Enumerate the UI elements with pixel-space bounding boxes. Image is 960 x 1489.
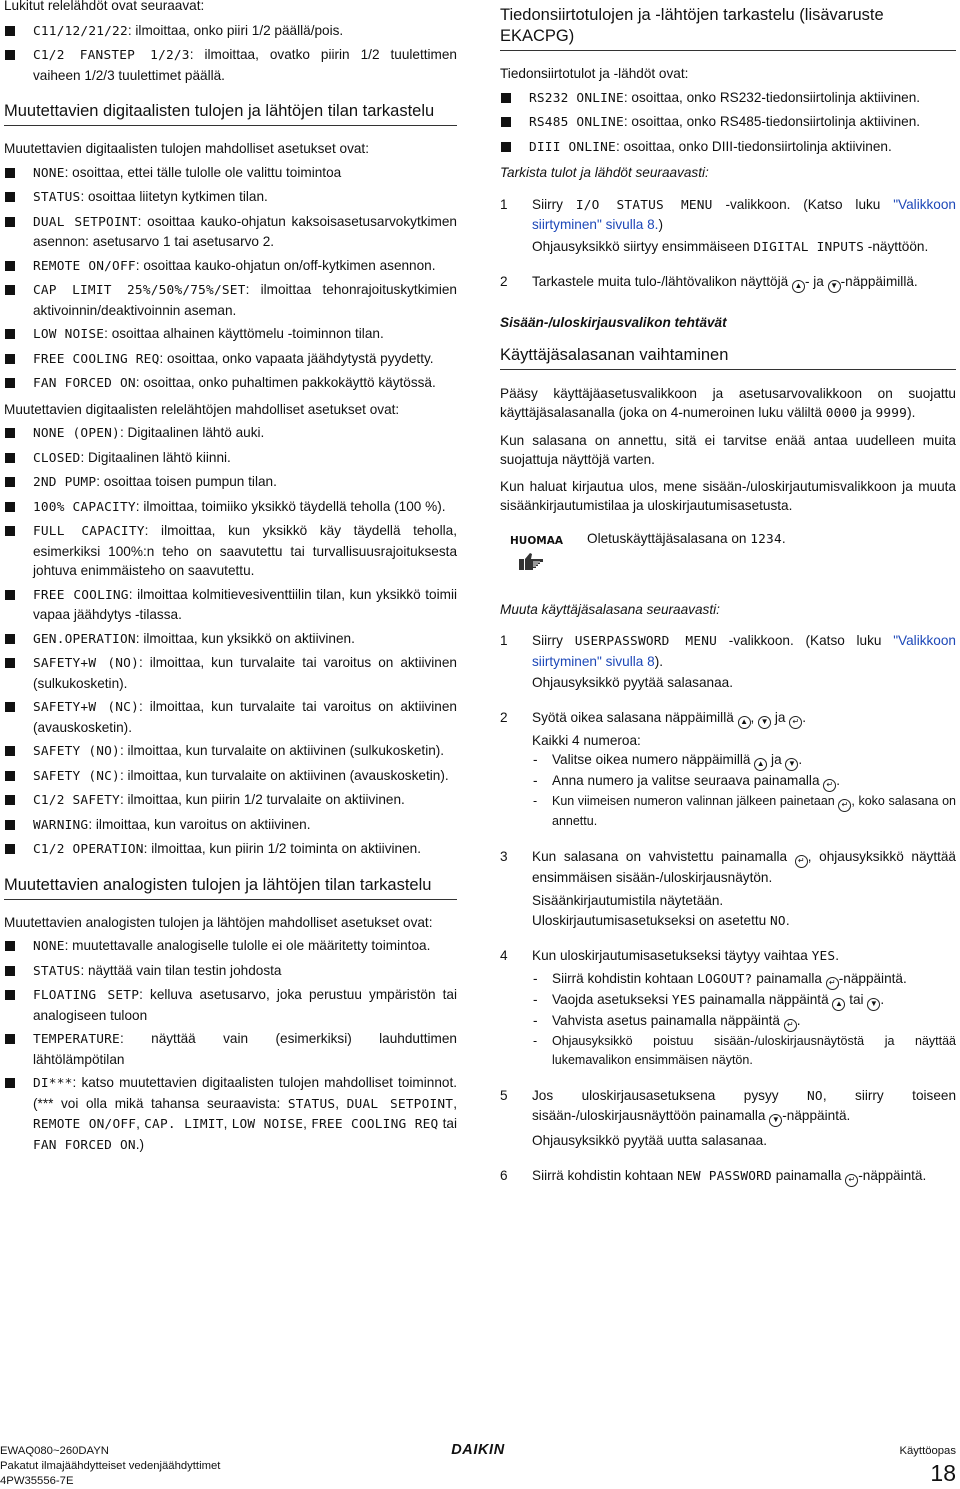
list-item xyxy=(500,112,956,133)
check-step-1-result: Ohjausyksikkö siirtyy ensimmäiseen DIGITAL INPUTS -näyttöön. xyxy=(532,238,929,255)
setting-code: GEN.OPERATION xyxy=(33,631,136,647)
down-key-icon: ▼ xyxy=(867,998,880,1011)
comm-io-list xyxy=(500,88,956,158)
list-item-di: DI***: katso muutettavien digitaalisten tulojen mahdolliset toiminnot. (*** voi olla mikä tahansa seuraavista: STATUS, DUAL SETPOINT, REMOTE ON/OFF, CAP. LIMIT, LOW NOISE, FREE COOLING REQ tai FAN FORCED ON.) xyxy=(4,1073,457,1155)
list-item xyxy=(4,21,457,42)
setting-code: SAFETY (NO) xyxy=(33,744,120,759)
analog-io-heading: Muutettavien analogisten tulojen ja lähtöjen tilan tarkastelu xyxy=(4,874,457,900)
setting-code: NONE (OPEN) xyxy=(33,426,120,441)
setting-code: CLOSED xyxy=(33,450,81,466)
list-item xyxy=(4,423,457,444)
relay-output-list xyxy=(4,21,457,86)
password-step-2: 2 Syötä oikea salasana näppäimillä ▲ , ▼ ja ↵ . xyxy=(500,708,956,729)
setting-code: SAFETY+W (NO) xyxy=(33,656,139,671)
setting-description: : osoittaa, onko puhaltimen pakkokäyttö käytössä. xyxy=(135,375,436,390)
setting-description: : osoittaa liitetyn kytkimen tilan. xyxy=(80,189,268,204)
up-key-icon: ▲ xyxy=(754,758,767,771)
enter-key-icon: ↵ xyxy=(789,716,802,729)
password-step-4-note: - Ohjausyksikkö poistuu sisään-/uloskirjausnäytöstä ja näyttää lukemavalikon ensimmäisen näytön. xyxy=(500,1032,956,1071)
list-item xyxy=(4,521,457,581)
setting-description: : Digitaalinen lähtö kiinni. xyxy=(80,449,231,465)
password-step-4-dash-1: - Siirrä kohdistin kohtaan LOGOUT? painamalla ↵ -näppäintä. xyxy=(500,969,956,990)
setting-code: C11/12/21/22 xyxy=(33,23,128,39)
digital-outputs-intro: Muutettavien digitaalisten relelähtöjen mahdolliset asetukset ovat: xyxy=(4,401,400,417)
setting-code: CAP LIMIT 25%/50%/75%/SET xyxy=(33,283,246,298)
setting-code: FAN FORCED ON xyxy=(33,376,136,391)
setting-description: : ilmoittaa, kun piirin 1/2 turvalaite on aktiivinen. xyxy=(119,792,405,807)
password-step-2-note: - Kun viimeisen numeron valinnan jälkeen painetaan ↵ , koko salasana on annettu. xyxy=(500,792,956,832)
setting-code: STATUS xyxy=(33,190,81,205)
setting-description: : osoittaa kauko-ohjatun on/off-kytkimen asennon. xyxy=(135,257,436,273)
footer-right xyxy=(899,1444,956,1486)
note-text: Oletuskäyttäjäsalasana on 1234. xyxy=(587,530,786,547)
up-key-icon: ▲ xyxy=(832,998,845,1011)
footer-left xyxy=(0,1444,220,1489)
list-item xyxy=(500,88,956,109)
list-item xyxy=(4,629,457,650)
enter-key-icon: ↵ xyxy=(823,779,836,792)
password-step-5: 5 Jos uloskirjausasetuksena pysyy NO, siirry toiseen sisään-/uloskirjausnäyttöön painamalla ▼ -näppäintä. xyxy=(500,1086,956,1128)
up-key-icon: ▲ xyxy=(738,716,751,729)
setting-description: : ilmoittaa, ovatko piirin 1/2 tuulettimen vaiheen 1/2/3 tuulettimet päällä. xyxy=(33,47,457,83)
setting-description: : ilmoittaa kolmitievesiventtiilin tilan, kun yksikkö toimii vapaa jäähdytys -tilassa. xyxy=(33,586,457,622)
list-item xyxy=(500,137,956,158)
password-step-5-result: Ohjausyksikkö pyytää uutta salasanaa. xyxy=(532,1133,768,1148)
setting-description: : näyttää vain (esimerkiksi) lauhduttimen lähtölämpötilan xyxy=(33,1031,457,1067)
down-key-icon: ▼ xyxy=(828,280,841,293)
setting-code: RS232 ONLINE xyxy=(529,90,624,106)
list-item xyxy=(4,497,457,518)
setting-code: DI*** xyxy=(33,1076,73,1091)
password-step-2-sub: Kaikki 4 numeroa: xyxy=(532,732,641,748)
list-item xyxy=(4,697,457,737)
digital-io-heading: Muutettavien digitaalisten tulojen ja lähtöjen tilan tarkastelu xyxy=(4,100,457,126)
password-step-3: 3 Kun salasana on vahvistettu painamalla ↵ , ohjausyksikkö näyttää ensimmäisen sisään-/uloskirjausnäytön. xyxy=(500,848,956,885)
setting-description: : ilmoittaa, kun yksikkö on aktiivinen. xyxy=(135,630,355,646)
list-item xyxy=(4,839,457,860)
setting-code: LOW NOISE xyxy=(33,327,105,342)
relay-header: Lukitut relelähdöt ovat seuraavat: xyxy=(4,0,205,13)
password-change-heading: Käyttäjäsalasanan vaihtaminen xyxy=(500,344,956,370)
list-item xyxy=(4,280,457,320)
setting-code: RS485 ONLINE xyxy=(529,115,624,130)
setting-code: 2ND PUMP xyxy=(33,475,97,490)
setting-description: : ilmoittaa tehonrajoituskytkimien aktivoinnin/deaktivoinnin aseman. xyxy=(33,282,457,318)
setting-description: : ilmoittaa, kun varoitus on aktiivinen. xyxy=(88,816,311,832)
setting-description: : osoittaa, onko DIII-tiedonsiirtolinja aktiivinen. xyxy=(615,138,892,154)
password-step-2-dash-1: - Valitse oikea numero näppäimillä ▲ ja ▼ . xyxy=(500,750,956,771)
password-step-3-result-2: Uloskirjautumisasetukseksi on asetettu NO. xyxy=(532,912,790,929)
change-password-title: Muuta käyttäjäsalasana seuraavasti: xyxy=(500,601,720,617)
enter-key-icon: ↵ xyxy=(784,1019,797,1032)
password-step-2-dash-2: - Anna numero ja valitse seuraava painamalla ↵ . xyxy=(500,771,956,792)
list-item xyxy=(4,187,457,208)
comm-intro: Tiedonsiirtotulot ja -lähdöt ovat: xyxy=(500,66,689,81)
password-step-1-result: Ohjausyksikkö pyytää salasanaa. xyxy=(532,675,733,690)
setting-code: DUAL SETPOINT xyxy=(33,214,138,230)
setting-description: : ilmoittaa, toimiiko yksikkö täydellä teholla (100 %). xyxy=(135,498,446,514)
analog-settings-list xyxy=(4,936,457,1069)
password-paragraph-2: Kun salasana on annettu, sitä ei tarvitse enää antaa uudelleen muita suojattuja näyttöjä varten. xyxy=(500,432,956,467)
list-item xyxy=(4,815,457,836)
setting-description: : ilmoittaa, kun turvalaite on aktiivinen (sulkukosketin). xyxy=(119,743,445,758)
up-key-icon: ▲ xyxy=(792,280,805,293)
list-item xyxy=(4,741,457,762)
password-paragraph-1: Pääsy käyttäjäasetusvalikkoon ja asetusarvovalikkoon on suojattu käyttäjäsalasanalla (joka on 4-numeroinen luku väliltä 0000 ja 9999). xyxy=(500,385,956,421)
list-item xyxy=(4,256,457,277)
password-step-4-dash-2: - Vaojda asetukseksi YES painamalla näppäintä ▲ tai ▼ . xyxy=(500,990,956,1011)
password-paragraph-3: Kun haluat kirjautua ulos, mene sisään-/uloskirjautumisvalikkoon ja muuta sisäänkirjautumistilaa ja uloskirjautumisasetusta. xyxy=(500,478,956,513)
list-item xyxy=(4,790,457,811)
footer-subtitle: Pakatut ilmajäähdytteiset vedenjäähdyttimet xyxy=(0,1460,221,1472)
menu-navigation-link[interactable]: "Valikkoon siirtyminen" sivulla 8. xyxy=(532,196,956,232)
setting-description: : osoittaa, ettei tälle tulolle ole valittu toimintoa xyxy=(64,164,342,180)
setting-code: SAFETY (NC) xyxy=(33,768,120,784)
setting-description: : ilmoittaa, kun turvalaite on aktiivinen (avauskosketin). xyxy=(119,767,449,783)
note-hand-icon xyxy=(519,550,545,572)
enter-key-icon: ↵ xyxy=(838,799,851,812)
list-item xyxy=(4,448,457,469)
password-step-4: 4 Kun uloskirjautumisasetukseksi täytyy vaihtaa YES. xyxy=(500,948,840,964)
list-item xyxy=(4,472,457,493)
setting-description: : ilmoittaa, onko piiri 1/2 päällä/pois. xyxy=(127,22,344,38)
list-item xyxy=(4,985,457,1025)
setting-description: : osoittaa kauko-ohjatun kaksoisasetusarvokytkimen asennon: asetusarvo 1 tai asetusarvo 2. xyxy=(33,213,457,249)
right-column xyxy=(500,0,956,1187)
list-item xyxy=(4,373,457,394)
list-item xyxy=(4,961,457,982)
setting-code: C1/2 SAFETY xyxy=(33,793,120,808)
password-step-6: 6 Siirrä kohdistin kohtaan NEW PASSWORD painamalla ↵ -näppäintä. xyxy=(500,1166,956,1187)
list-item xyxy=(4,653,457,693)
setting-description: : näyttää vain tilan testin johdosta xyxy=(80,962,282,978)
footer-model: EWAQ080~260DAYN xyxy=(0,1445,109,1457)
page-footer xyxy=(0,1440,960,1485)
check-io-title: Tarkista tulot ja lähdöt seuraavasti: xyxy=(500,165,709,180)
setting-code: FULL CAPACITY xyxy=(33,524,145,539)
enter-key-icon: ↵ xyxy=(795,855,808,868)
setting-code: REMOTE ON/OFF xyxy=(33,258,136,274)
list-item xyxy=(4,936,457,957)
setting-description: : Digitaalinen lähtö auki. xyxy=(119,425,265,440)
setting-description: : osoittaa, onko vapaata jäähdytystä pyydetty. xyxy=(159,350,434,366)
list-item xyxy=(4,45,457,85)
note-box xyxy=(500,529,956,587)
password-step-4-dash-3: - Vahvista asetus painamalla näppäintä ↵ . xyxy=(500,1011,956,1032)
setting-code: NONE xyxy=(33,939,65,954)
down-key-icon: ▼ xyxy=(785,758,798,771)
check-step-2: 2 Tarkastele muita tulo-/lähtövalikon näyttöjä ▲ - ja ▼ -näppäimillä. xyxy=(500,272,956,293)
setting-code: C1/2 OPERATION xyxy=(33,842,144,857)
setting-description: : ilmoittaa, kun piirin 1/2 toiminta on aktiivinen. xyxy=(143,841,421,856)
list-item xyxy=(4,324,457,345)
page-number: 18 xyxy=(930,1460,956,1486)
menu-navigation-link[interactable]: "Valikkoon siirtyminen" sivulla 8 xyxy=(532,633,956,669)
setting-code: C1/2 FANSTEP 1/2/3 xyxy=(33,48,190,63)
password-step-3-result-1: Sisäänkirjautumistila näytetään. xyxy=(532,893,724,908)
setting-code: SAFETY+W (NC) xyxy=(33,700,139,715)
setting-code: NONE xyxy=(33,165,65,181)
list-item xyxy=(4,163,457,184)
setting-description: : ilmoittaa, kun turvalaite tai varoitus on aktiivinen (sulkukosketin). xyxy=(33,655,457,691)
setting-code: FLOATING SETP xyxy=(33,988,140,1003)
digital-output-settings-list xyxy=(4,423,457,860)
enter-key-icon: ↵ xyxy=(826,977,839,990)
enter-key-icon: ↵ xyxy=(845,1174,858,1187)
down-key-icon: ▼ xyxy=(758,716,771,729)
list-item xyxy=(4,212,457,252)
comm-io-heading: Tiedonsiirtotulojen ja -lähtöjen tarkastelu (lisävaruste EKACPG) xyxy=(500,5,956,51)
setting-code: 100% CAPACITY xyxy=(33,499,136,515)
setting-description: : ilmoittaa, kun turvalaite tai varoitus on aktiivinen (avauskosketin). xyxy=(33,699,457,735)
setting-description: : kelluva asetusarvo, joka perustuu ympäristön tai analogiseen tuloon xyxy=(33,987,457,1023)
setting-code: WARNING xyxy=(33,817,89,833)
digital-inputs-intro: Muutettavien digitaalisten tulojen mahdolliset asetukset ovat: xyxy=(4,141,369,156)
daikin-logo: DAIKIN xyxy=(451,1442,505,1458)
list-item xyxy=(4,1029,457,1069)
list-item xyxy=(4,585,457,625)
list-item xyxy=(4,766,457,787)
setting-description: : osoittaa alhainen käyttömelu -toiminnon tilan. xyxy=(104,326,384,341)
check-step-1: 1 Siirry I/O STATUS MENU -valikkoon. (Katso luku "Valikkoon siirtyminen" sivulla 8.) xyxy=(500,196,956,232)
footer-docnum: 4PW35556-7E xyxy=(0,1475,74,1487)
setting-description: : osoittaa toisen pumpun tilan. xyxy=(96,474,277,489)
setting-description: : osoittaa, onko RS485-tiedonsiirtolinja aktiivinen. xyxy=(623,114,921,129)
setting-description: : osoittaa, onko RS232-tiedonsiirtolinja aktiivinen. xyxy=(623,89,921,105)
analog-intro: Muutettavien analogisten tulojen ja lähtöjen mahdolliset asetukset ovat: xyxy=(4,914,433,930)
setting-description: : ilmoittaa, kun yksikkö käy täydellä teholla, esimerkiksi 100%:n teho on saavutettu tai turvallisuusrajoituksesta johtuva enimmäisteho on saavutettu. xyxy=(33,523,457,578)
down-key-icon: ▼ xyxy=(769,1114,782,1127)
password-step-1: 1 Siirry USERPASSWORD MENU -valikkoon. (Katso luku "Valikkoon siirtyminen" sivulla 8). xyxy=(500,633,956,669)
digital-input-settings-list xyxy=(4,163,457,394)
setting-description: : muutettavalle analogiselle tulolle ei ole määritetty toimintoa. xyxy=(64,938,431,953)
setting-code: FREE COOLING xyxy=(33,587,129,603)
login-tasks-title: Sisään-/uloskirjausvalikon tehtävät xyxy=(500,315,727,330)
list-item xyxy=(4,349,457,370)
setting-code: STATUS xyxy=(33,963,81,979)
setting-code: DIII ONLINE xyxy=(529,139,616,155)
setting-code: TEMPERATURE xyxy=(33,1032,120,1047)
footer-manual: Käyttöopas xyxy=(899,1445,956,1457)
left-column xyxy=(4,0,457,1155)
note-label: HUOMAA xyxy=(510,534,563,547)
setting-code: FREE COOLING REQ xyxy=(33,351,160,367)
